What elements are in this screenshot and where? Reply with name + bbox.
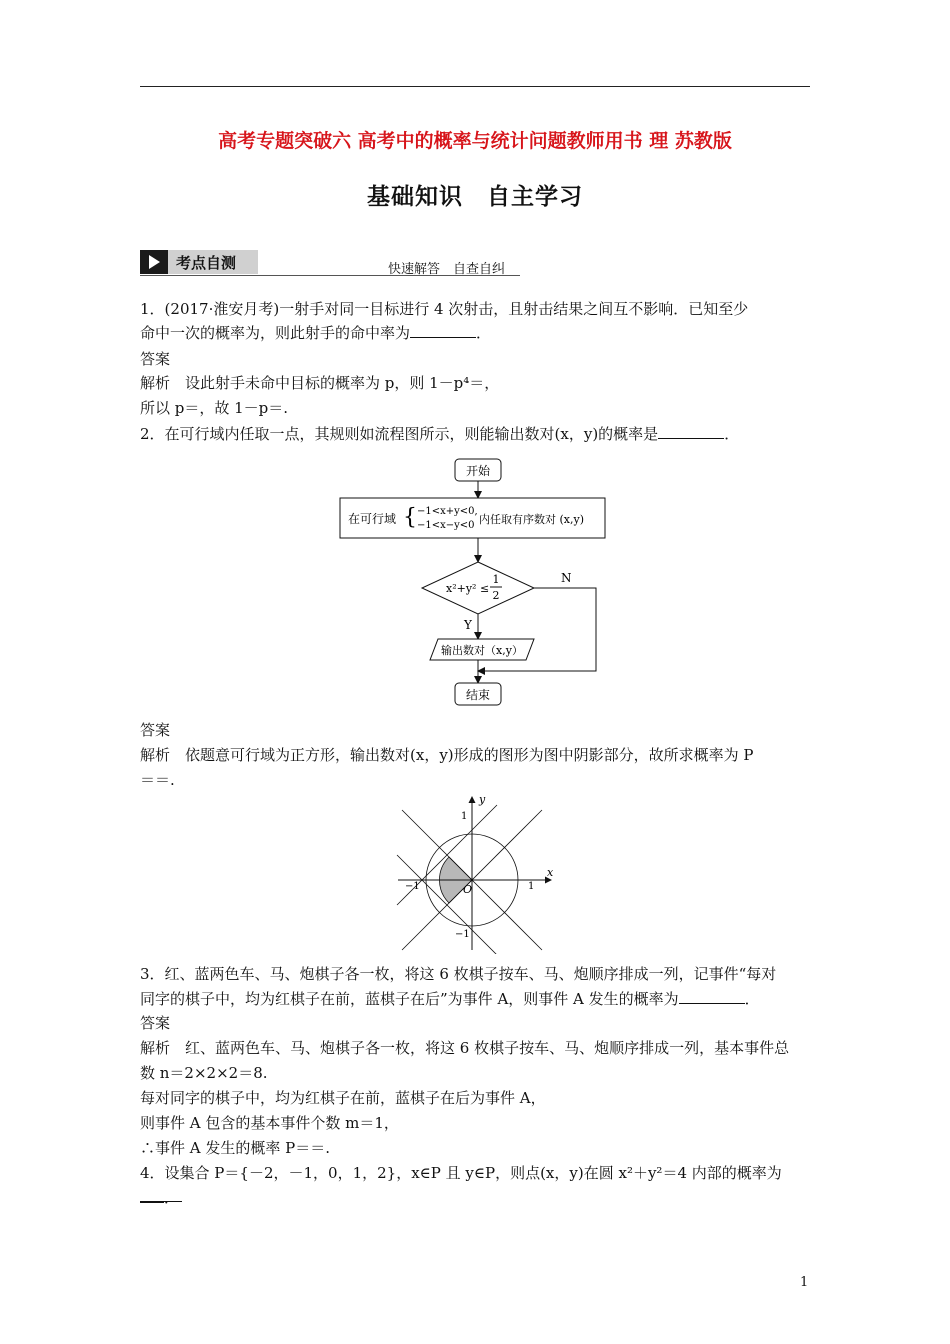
flow-brace: { <box>403 505 417 530</box>
answer-blank <box>140 1188 164 1203</box>
q4-line1: 4．设集合 P＝{－2，－1，0，1，2}，x∈P 且 y∈P，则点(x，y)在圆 x²＋y²＝4 内部的概率为 <box>140 1161 812 1209</box>
q3-analysis3: 每对同字的棋子中，均为红棋子在前，蓝棋子在后为事件 A， <box>140 1089 546 1107</box>
q3-analysis1: 解析 红、蓝两色车、马、炮棋子各一枚，将这 6 枚棋子按车、马、炮顺序排成一列，基本事件总 <box>140 1039 790 1057</box>
flow-frac-num: 1 <box>492 573 500 586</box>
q3-analysis2: 数 n＝2×2×2＝8. <box>140 1064 268 1082</box>
q2-line1: 2．在可行域内任取一点，其规则如流程图所示，则能输出数对(x，y)的概率是 ． <box>140 425 740 443</box>
x-axis-label: x <box>547 866 554 879</box>
flow-cond1: −1<x+y<0, <box>417 506 478 517</box>
flow-output-text: 输出数对（x,y） <box>441 644 523 657</box>
q3-answer: 答案 <box>140 1014 171 1032</box>
flow-yes-label: Y <box>464 618 472 632</box>
x-tick-1: 1 <box>528 881 535 892</box>
q2-analysis2: ＝＝. <box>140 771 175 789</box>
flow-cond2: −1<x−y<0 <box>417 520 475 531</box>
flow-decision-text: x²+y² ≤ <box>446 582 490 595</box>
flow-frac-den: 2 <box>492 589 500 602</box>
document-title: 高考专题突破六 高考中的概率与统计问题教师用书 理 苏教版 <box>218 130 732 152</box>
page-number: 1 <box>800 1275 809 1290</box>
answer-blank <box>410 323 476 338</box>
y-tick-neg1: −1 <box>455 929 470 940</box>
flow-end-text: 结束 <box>465 688 491 702</box>
q3-analysis4: 则事件 A 包含的基本事件个数 m＝1， <box>140 1114 399 1132</box>
y-axis-label: y <box>479 793 486 806</box>
q3-line2: 同字的棋子中，均为红棋子在前，蓝棋子在后”为事件 A，则事件 A 发生的概率为 ． <box>140 990 760 1008</box>
x-tick-neg1: −1 <box>405 881 420 892</box>
coordinate-graph <box>395 792 560 954</box>
q1-analysis2: 所以 p＝，故 1－p＝. <box>140 399 289 417</box>
flow-process-suffix: 内任取有序数对 (x,y) <box>479 513 584 526</box>
q2-analysis1: 解析 依题意可行域为正方形，输出数对(x，y)形成的图形为图中阴影部分，故所求概率为 P <box>140 746 754 764</box>
header-rule <box>140 86 810 87</box>
flow-start-text: 开始 <box>465 464 491 478</box>
q1-answer: 答案 <box>140 350 171 368</box>
flow-process-prefix: 在可行域 <box>348 512 397 526</box>
q3-analysis5: ∴事件 A 发生的概率 P＝＝. <box>140 1139 330 1157</box>
q1-line2: 命中一次的概率为，则此射手的命中率为 ． <box>140 324 492 342</box>
q4-line2: ． <box>140 1186 812 1210</box>
section-right-label: 快速解答 自查自纠 <box>388 262 506 277</box>
flow-no-path <box>533 588 596 671</box>
q1-line1: 1．(2017·淮安月考)一射手对同一目标进行 4 次射击，且射击结果之间互不影响．已知至少 <box>140 300 749 318</box>
section-subtitle: 基础知识 自主学习 <box>367 184 583 210</box>
q3-line1: 3．红、蓝两色车、马、炮棋子各一枚，将这 6 枚棋子按车、马、炮顺序排成一列，记事件“每对 <box>140 965 777 983</box>
flow-no-label: N <box>561 571 572 585</box>
q1-analysis1: 解析 设此射手未命中目标的概率为 p，则 1－p⁴＝， <box>140 374 500 392</box>
answer-blank <box>679 989 745 1004</box>
y-tick-1: 1 <box>461 811 468 822</box>
origin-label: O <box>463 883 473 896</box>
q2-answer: 答案 <box>140 721 171 739</box>
section-label: 考点自测 <box>176 254 237 272</box>
flowchart <box>330 452 620 714</box>
answer-blank <box>658 424 724 439</box>
play-triangle-icon <box>140 250 168 274</box>
